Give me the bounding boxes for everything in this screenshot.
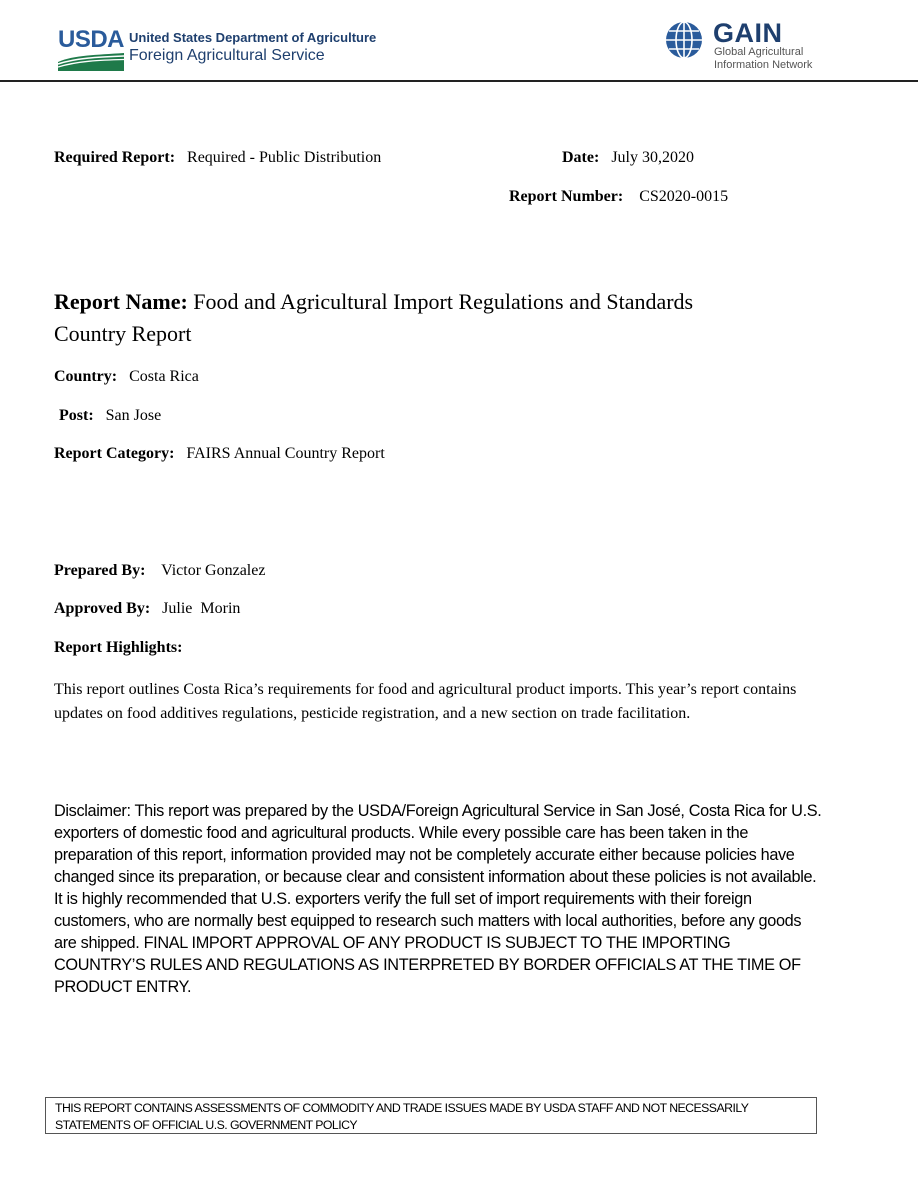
highlights-heading: Report Highlights: [54,639,183,656]
category-label: Report Category: [54,445,175,462]
date-label: Date: [562,149,600,166]
prepared-by-value: Victor Gonzalez [161,562,266,579]
prepared-by-row [54,562,265,580]
policy-notice-text: THIS REPORT CONTAINS ASSESSMENTS OF COMMODITY AND TRADE ISSUES MADE BY USDA STAFF AND NOT NECESSARILY STATEMENTS OF OFFICIAL U.S. GOVERNMENT POLICY [55,1101,749,1132]
gain-subtitle-line1: Global Agricultural [714,46,804,58]
approved-by-label: Approved By: [54,600,151,617]
required-report-row [54,149,381,167]
post-row [59,407,161,425]
category-row [54,445,385,463]
required-report-label: Required Report: [54,149,176,166]
date-row [562,149,694,167]
post-label: Post: [59,407,94,424]
gain-globe-icon [664,20,704,60]
report-name-line2: Country Report [54,321,192,346]
post-value: San Jose [105,407,162,424]
disclaimer-paragraph: Disclaimer: This report was prepared by the USDA/Foreign Agricultural Service in San José, Costa Rica for U.S. exporters of domestic food and agricultural products. While every possible care has been taken in the preparation of this report, information provided may not be completely accurate either because policies have changed since its preparation, or because clear and consistent information about these policies is not available. It is highly recommended that U.S. exporters verify the full set of import requirements with their foreign customers, who are normally best equipped to research such matters with local authorities, before any goods are shipped. FINAL IMPORT APPROVAL OF ANY PRODUCT IS SUBJECT TO THE IMPORTING COUNTRY’S RULES AND REGULATIONS AS INTERPRETED BY BORDER OFFICIALS AT THE TIME OF PRODUCT ENTRY. [54,802,822,996]
category-value: FAIRS Annual Country Report [186,445,385,462]
approved-by-row [54,600,240,618]
country-label: Country: [54,368,118,385]
report-number-row [509,188,728,206]
usda-logo [58,26,128,72]
report-number-value: CS2020-0015 [639,188,729,205]
approved-by-value: Julie Morin [162,600,241,617]
report-name [54,286,834,350]
service-name: Foreign Agricultural Service [129,47,325,64]
prepared-by-label: Prepared By: [54,562,146,579]
country-row [54,368,199,386]
gain-wordmark: GAIN [713,18,783,48]
header-divider [0,80,918,82]
report-name-line1: Food and Agricultural Import Regulations and Standards [193,289,694,314]
highlights-paragraph: This report outlines Costa Rica’s requirements for food and agricultural product imports. This year’s report contains updates on food additives regulations, pesticide registration, and a new section on trade facilitation. [54,681,797,722]
policy-notice-box [45,1097,817,1134]
date-value: July 30,2020 [611,149,694,166]
usda-wordmark: USDA [58,26,125,53]
country-value: Costa Rica [129,368,199,385]
department-name: United States Department of Agriculture [129,30,377,45]
report-number-label: Report Number: [509,188,624,205]
usda-landscape-icon [58,53,124,71]
report-name-label: Report Name: [54,289,188,314]
required-report-value: Required - Public Distribution [187,149,382,166]
gain-subtitle-line2: Information Network [714,59,813,71]
